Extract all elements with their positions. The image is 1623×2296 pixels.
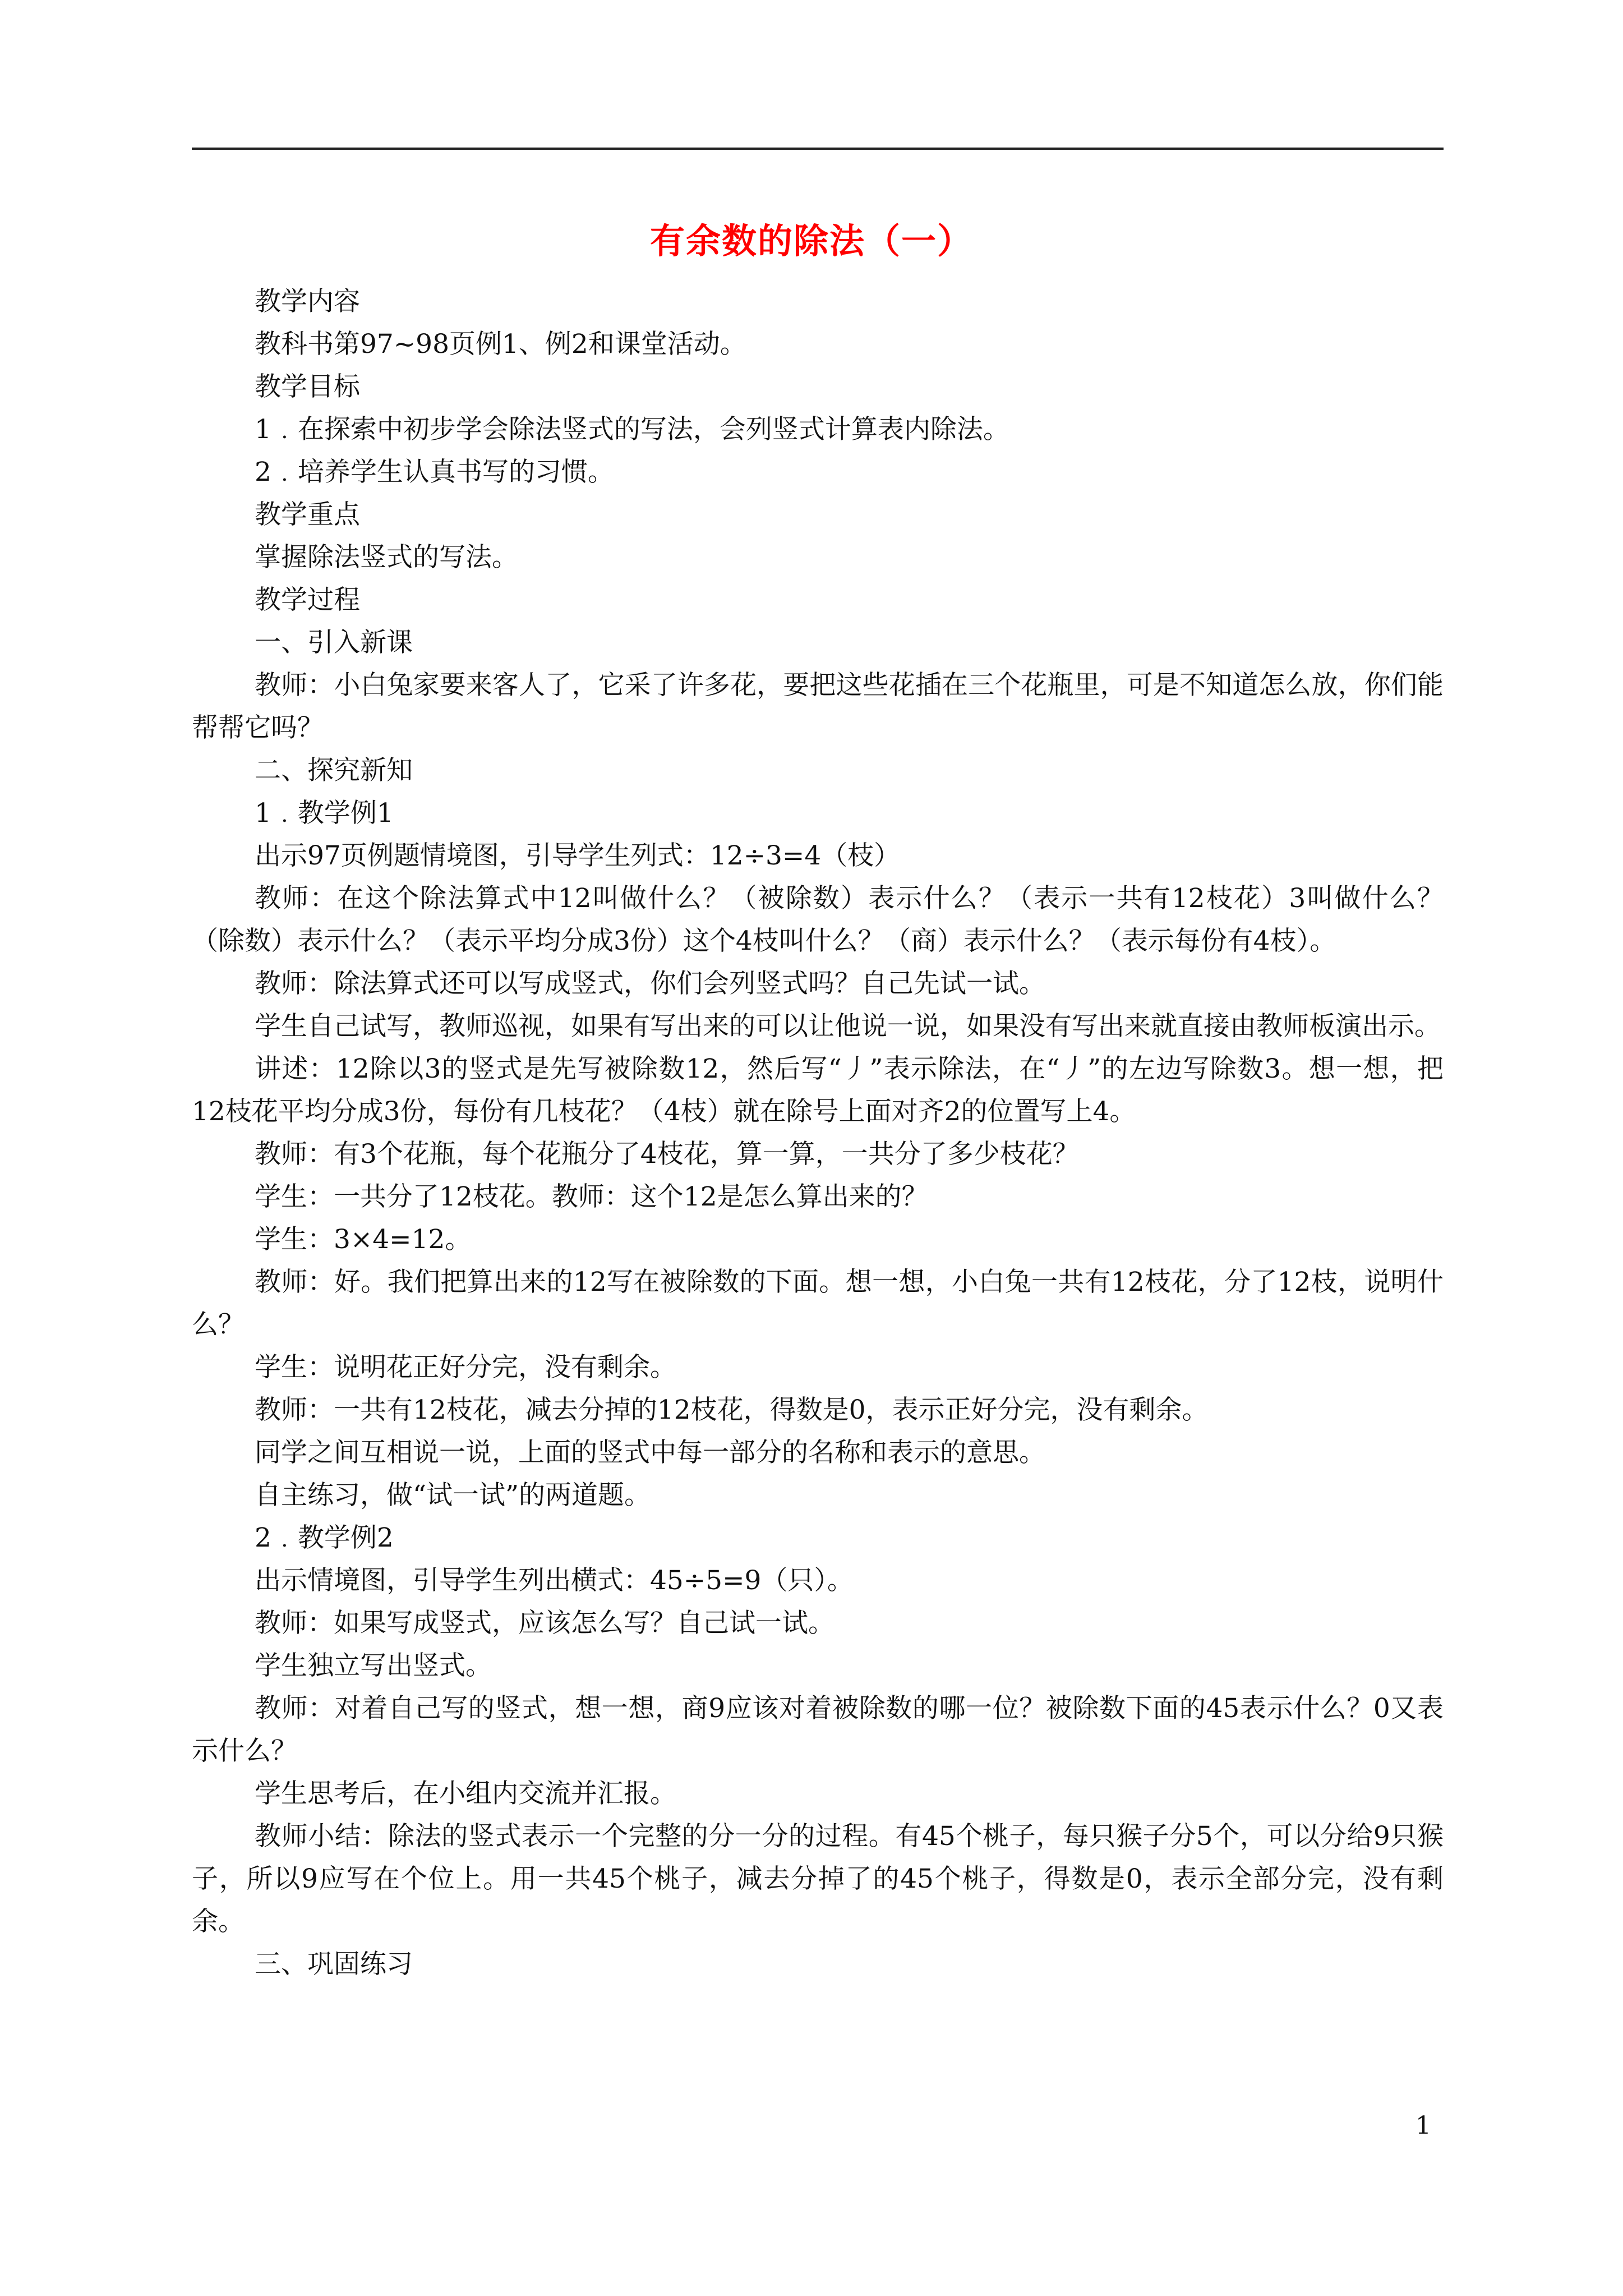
paragraph: 教学重点 <box>255 499 360 530</box>
paragraph: 1﹒教学例1 <box>255 798 394 829</box>
paragraph: 教师：对着自己写的竖式，想一想，商9应该对着被除数的哪一位？被除数下面的45表示什么？0又表示什么？ <box>192 1693 1444 1766</box>
paragraph: 教师：如果写成竖式，应该怎么写？自己试一试。 <box>255 1608 834 1639</box>
paragraph: 学生自己试写，教师巡视，如果有写出来的可以让他说一说，如果没有写出来就直接由教师板演出示。 <box>255 1011 1441 1042</box>
page-number: 1 <box>1415 2111 1431 2140</box>
paragraph: 1﹒在探索中初步学会除法竖式的写法，会列竖式计算表内除法。 <box>255 414 1009 445</box>
paragraph: 学生：说明花正好分完，没有剩余。 <box>255 1352 676 1383</box>
document-title: 有余数的除法（一） <box>649 220 973 261</box>
paragraph: 自主练习，做“试一试”的两道题。 <box>255 1480 651 1511</box>
paragraph: 掌握除法竖式的写法。 <box>255 542 518 573</box>
paragraph: 教师：有3个花瓶，每个花瓶分了4枝花，算一算，一共分了多少枝花？ <box>255 1139 1079 1170</box>
paragraph: 一、引入新课 <box>255 627 413 658</box>
paragraph: 教师小结：除法的竖式表示一个完整的分一分的过程。有45个桃子，每只猴子分5个，可以分给9只猴子，所以9应写在个位上。用一共45个桃子，减去分掉了的45个桃子，得数是0，表示全部分完，没有剩余。 <box>192 1821 1444 1937</box>
paragraph: 教学内容 <box>255 286 360 317</box>
paragraph: 教学过程 <box>255 585 360 615</box>
paragraph: 学生：一共分了12枝花。教师：这个12是怎么算出来的？ <box>255 1181 928 1212</box>
document-body <box>192 280 1444 1986</box>
paragraph: 教师：小白兔家要来客人了，它采了许多花，要把这些花插在三个花瓶里，可是不知道怎么放，你们能帮帮它吗？ <box>192 670 1444 743</box>
paragraph: 三、巩固练习 <box>255 1949 413 1980</box>
paragraph: 学生思考后，在小组内交流并汇报。 <box>255 1778 676 1809</box>
paragraph: 教学目标 <box>255 371 360 402</box>
paragraph: 教师：除法算式还可以写成竖式，你们会列竖式吗？自己先试一试。 <box>255 968 1045 999</box>
paragraph: 二、探究新知 <box>255 755 413 786</box>
paragraph: 学生：3×4=12。 <box>255 1224 472 1255</box>
header-rule <box>192 148 1444 150</box>
paragraph: 教师：在这个除法算式中12叫做什么？（被除数）表示什么？（表示一共有12枝花）3叫做什么？（除数）表示什么？（表示平均分成3份）这个4枝叫什么？（商）表示什么？（表示每份有4枝）。 <box>192 883 1444 956</box>
paragraph: 教师：好。我们把算出来的12写在被除数的下面。想一想，小白兔一共有12枝花，分了12枝，说明什么？ <box>192 1267 1444 1340</box>
paragraph: 学生独立写出竖式。 <box>255 1650 492 1681</box>
paragraph: 2﹒教学例2 <box>255 1522 394 1553</box>
paragraph: 教师：一共有12枝花，减去分掉的12枝花，得数是0，表示正好分完，没有剩余。 <box>255 1395 1209 1425</box>
paragraph: 教科书第97~98页例1、例2和课堂活动。 <box>255 329 746 360</box>
paragraph: 出示97页例题情境图，引导学生列式：12÷3=4（枝） <box>255 840 901 871</box>
paragraph: 讲述：12除以3的竖式是先写被除数12，然后写“丿”表示除法，在“丿”的左边写除数3。想一想，把12枝花平均分成3份，每份有几枝花？（4枝）就在除号上面对齐2的位置写上4。 <box>192 1053 1444 1127</box>
paragraph: 同学之间互相说一说，上面的竖式中每一部分的名称和表示的意思。 <box>255 1437 1045 1468</box>
paragraph: 出示情境图，引导学生列出横式：45÷5=9（只）。 <box>255 1565 854 1596</box>
paragraph: 2﹒培养学生认真书写的习惯。 <box>255 457 614 487</box>
